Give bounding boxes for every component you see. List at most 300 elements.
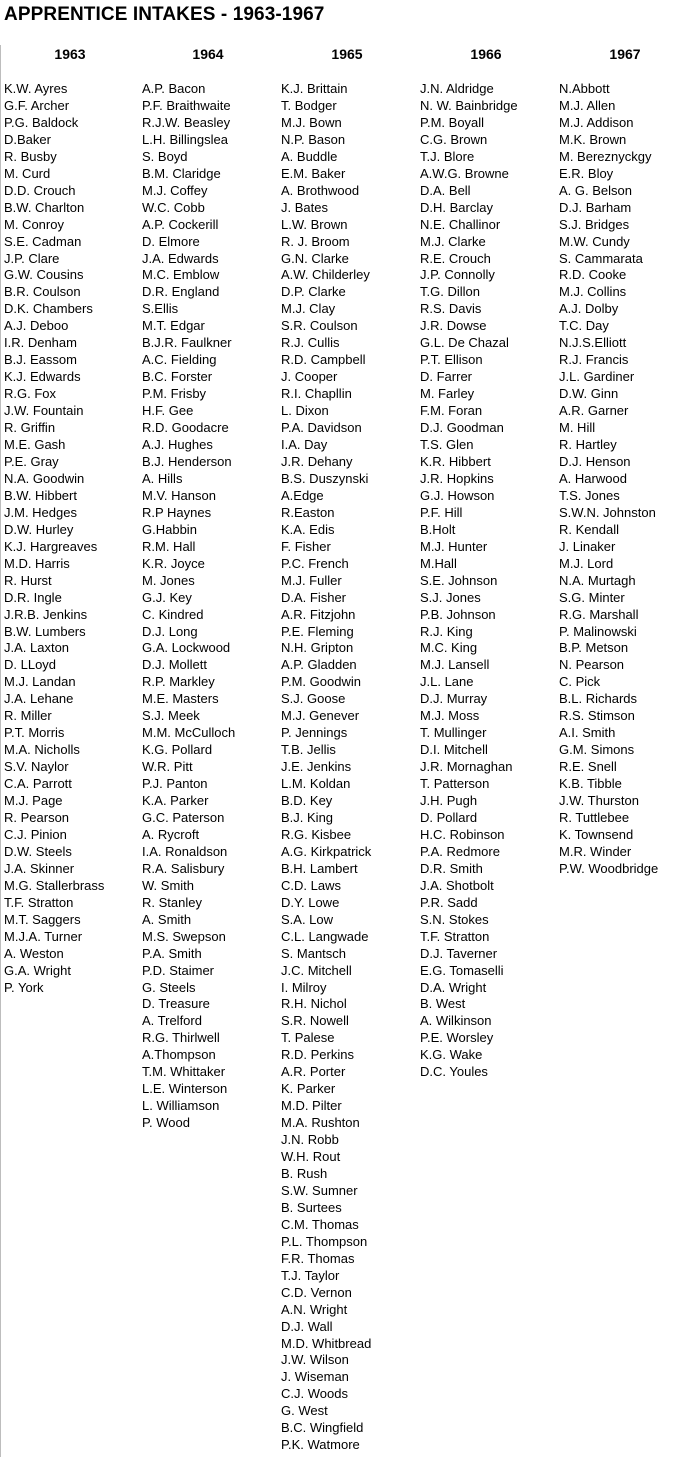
apprentice-name: J.L. Lane — [420, 674, 474, 690]
apprentice-name: A.W.G. Browne — [420, 165, 509, 181]
apprentice-name: B.J. King — [281, 809, 334, 825]
apprentice-name: M.J.A. Turner — [4, 928, 83, 944]
apprentice-name: N.Abbott — [559, 81, 610, 96]
apprentice-name: M.J. Page — [4, 793, 63, 809]
apprentice-name: C.J. Pinion — [4, 826, 67, 842]
apprentice-name: A. Hills — [142, 470, 183, 486]
apprentice-name: P.A. Redmore — [420, 843, 500, 859]
apprentice-name: J. Bates — [281, 199, 328, 215]
apprentice-name: N.E. Challinor — [420, 216, 501, 232]
column-year-heading: 1965 — [331, 46, 363, 62]
apprentice-name: C.A. Parrott — [4, 776, 72, 792]
apprentice-name: R. Hurst — [4, 572, 52, 588]
apprentice-name: M.D. Whitbread — [281, 1335, 372, 1351]
apprentice-name: P.D. Staimer — [142, 962, 215, 978]
apprentice-name: W.R. Pitt — [142, 759, 193, 775]
apprentice-name: N.H. Gripton — [281, 640, 354, 656]
apprentice-name: A.G. Kirkpatrick — [281, 843, 372, 859]
apprentice-name: A.P. Bacon — [142, 81, 206, 96]
apprentice-name: D.J. Wall — [281, 1318, 333, 1334]
apprentice-name: D.C. Youles — [420, 1064, 488, 1080]
apprentice-name: B.W. Charlton — [4, 199, 85, 215]
apprentice-name: D.P. Clarke — [281, 284, 346, 300]
apprentice-name: D.W. Hurley — [4, 521, 74, 537]
apprentice-name: M.J. Addison — [559, 114, 634, 130]
apprentice-name: B. Rush — [281, 1166, 328, 1181]
apprentice-name: L.M. Koldan — [281, 776, 351, 792]
apprentice-name: C.D. Laws — [281, 877, 341, 893]
apprentice-name: T.F. Stratton — [420, 928, 490, 944]
apprentice-name: K.G. Pollard — [142, 742, 213, 758]
apprentice-name: M. Bereznyckgy — [559, 148, 652, 164]
apprentice-name: K.R. Joyce — [142, 555, 205, 571]
apprentice-name: W.H. Rout — [281, 1149, 341, 1165]
apprentice-name: N.J.S.Elliott — [559, 335, 627, 351]
apprentice-name: C. Pick — [559, 674, 601, 690]
apprentice-name: M. Curd — [4, 165, 51, 181]
column-1963 — [0, 45, 139, 1457]
apprentice-name: J.A. Edwards — [142, 250, 219, 266]
apprentice-name: P.T. Ellison — [420, 352, 483, 368]
apprentice-name: M.Hall — [420, 555, 457, 571]
apprentice-name: M.V. Hanson — [142, 487, 216, 503]
apprentice-name: M.S. Swepson — [142, 928, 226, 944]
apprentice-name: E.M. Baker — [281, 165, 346, 181]
apprentice-name: P.A. Davidson — [281, 420, 362, 436]
apprentice-name: S.J. Bridges — [559, 216, 630, 232]
apprentice-name: D. Pollard — [420, 809, 478, 825]
apprentice-name: R. Tuttlebee — [559, 809, 630, 825]
apprentice-name: J.W. Thurston — [559, 793, 639, 809]
apprentice-name: J.A. Lehane — [4, 691, 74, 707]
apprentice-name: R.A. Salisbury — [142, 860, 225, 876]
apprentice-name: S.J. Meek — [142, 708, 200, 724]
apprentice-name: B.W. Hibbert — [4, 487, 77, 503]
apprentice-name: M.J. Bown — [281, 114, 342, 130]
apprentice-name: B.Holt — [420, 521, 456, 537]
apprentice-name: N.P. Bason — [281, 131, 346, 147]
apprentice-name: A. Rycroft — [142, 826, 200, 842]
apprentice-name: J.P. Connolly — [420, 267, 495, 283]
apprentice-name: A.R. Fitzjohn — [281, 606, 356, 622]
apprentice-name: D.J. Barham — [559, 199, 632, 215]
apprentice-name: J.N. Robb — [281, 1132, 339, 1148]
apprentice-name: N. Pearson — [559, 657, 625, 673]
apprentice-name: R.E. Snell — [559, 759, 617, 775]
apprentice-name: M.T. Saggers — [4, 911, 81, 927]
apprentice-name: A.J. Dolby — [559, 301, 619, 317]
apprentice-name: J.A. Shotbolt — [420, 877, 494, 893]
apprentice-name: S.J. Goose — [281, 691, 346, 707]
apprentice-name: D.Baker — [4, 131, 51, 147]
apprentice-name: B.S. Duszynski — [281, 470, 369, 486]
apprentice-name: A. Trelford — [142, 1013, 202, 1029]
apprentice-name: K. Townsend — [559, 826, 634, 842]
apprentice-name: D.W. Ginn — [559, 386, 619, 402]
apprentice-name: T.J. Taylor — [281, 1267, 340, 1283]
name-list — [559, 81, 658, 878]
apprentice-name: A.P. Cockerill — [142, 216, 219, 232]
apprentice-name: D. LLoyd — [4, 657, 57, 673]
apprentice-name: B.W. Lumbers — [4, 623, 86, 639]
column-year-heading: 1967 — [609, 46, 641, 62]
apprentice-name: T.J. Blore — [420, 148, 475, 164]
apprentice-name: T. Bodger — [281, 97, 337, 113]
apprentice-name: R.S. Davis — [420, 301, 482, 317]
apprentice-name: R.E. Crouch — [420, 250, 491, 266]
column-year-heading: 1964 — [192, 46, 224, 62]
apprentice-name: D.R. Ingle — [4, 589, 62, 605]
apprentice-name: K.G. Wake — [420, 1047, 483, 1063]
apprentice-name: D. Treasure — [142, 996, 210, 1012]
apprentice-name: T.M. Whittaker — [142, 1064, 226, 1080]
apprentice-name: K.B. Tibble — [559, 776, 622, 792]
apprentice-name: R.D. Cooke — [559, 267, 627, 283]
apprentice-name: T.S. Jones — [559, 487, 620, 503]
apprentice-name: J.M. Hedges — [4, 504, 77, 520]
apprentice-name: D.H. Barclay — [420, 199, 493, 215]
apprentice-name: R.Easton — [281, 504, 335, 520]
apprentice-name: I.A. Day — [281, 437, 328, 453]
apprentice-name: S. Cammarata — [559, 250, 643, 266]
apprentice-name: A. Brothwood — [281, 182, 360, 198]
apprentice-name: P.F. Braithwaite — [142, 97, 231, 113]
apprentice-name: P.R. Sadd — [420, 894, 478, 910]
apprentice-name: A. Buddle — [281, 148, 338, 164]
apprentice-name: L. Williamson — [142, 1098, 220, 1114]
apprentice-name: L.E. Winterson — [142, 1081, 228, 1097]
apprentice-name: K.J. Hargreaves — [4, 538, 98, 554]
apprentice-name: A. Weston — [4, 945, 64, 961]
apprentice-name: J.R.B. Jenkins — [4, 606, 88, 622]
apprentice-name: R.P. Markley — [142, 674, 215, 690]
apprentice-name: R. Busby — [4, 148, 57, 164]
apprentice-name: G. West — [281, 1403, 328, 1419]
apprentice-name: J.R. Dehany — [281, 453, 353, 469]
apprentice-name: G.M. Simons — [559, 742, 635, 758]
apprentice-name: R. Kendall — [559, 521, 619, 537]
apprentice-name: J.A. Skinner — [4, 860, 75, 876]
apprentice-name: T.S. Glen — [420, 437, 474, 453]
apprentice-name: A.P. Gladden — [281, 657, 357, 673]
name-list — [142, 81, 235, 1132]
apprentice-name: B.P. Metson — [559, 640, 629, 656]
apprentice-name: P. Jennings — [281, 725, 348, 741]
apprentice-name: R.J. Cullis — [281, 335, 340, 351]
apprentice-name: D.J. Goodman — [420, 420, 504, 436]
apprentice-name: M.E. Masters — [142, 691, 219, 707]
apprentice-name: M. Farley — [420, 386, 475, 402]
apprentice-name: R.G. Kisbee — [281, 826, 352, 842]
apprentice-name: M.J. Clarke — [420, 233, 486, 249]
apprentice-name: R.S. Stimson — [559, 708, 635, 724]
apprentice-name: G.L. De Chazal — [420, 335, 509, 351]
apprentice-name: M.J. Allen — [559, 97, 616, 113]
apprentice-name: A. G. Belson — [559, 182, 632, 198]
apprentice-name: J.A. Laxton — [4, 640, 70, 656]
apprentice-name: J.R. Dowse — [420, 318, 487, 334]
apprentice-name: M.A. Nicholls — [4, 742, 80, 758]
apprentice-name: N. W. Bainbridge — [420, 97, 518, 113]
column-1964 — [139, 45, 277, 1131]
apprentice-name: B.J.R. Faulkner — [142, 335, 232, 351]
apprentice-name: S.N. Stokes — [420, 911, 489, 927]
apprentice-name: R.D. Goodacre — [142, 420, 229, 436]
apprentice-name: R.D. Perkins — [281, 1047, 354, 1063]
apprentice-name: M.E. Gash — [4, 437, 66, 453]
column-1967 — [556, 45, 692, 876]
apprentice-name: S.Ellis — [142, 301, 179, 317]
apprentice-name: M.J. Fuller — [281, 572, 342, 588]
apprentice-name: I. Milroy — [281, 979, 327, 995]
apprentice-name: M.J. Lansell — [420, 657, 490, 673]
column-1966 — [417, 45, 555, 1080]
apprentice-name: P. York — [4, 979, 44, 995]
apprentice-name: T.F. Stratton — [4, 894, 74, 910]
apprentice-name: C.L. Langwade — [281, 928, 369, 944]
apprentice-name: M. Conroy — [4, 216, 64, 232]
apprentice-name: D.Y. Lowe — [281, 894, 340, 910]
apprentice-name: J.W. Wilson — [281, 1352, 349, 1368]
apprentice-name: P.F. Hill — [420, 504, 463, 520]
apprentice-name: M.J. Coffey — [142, 182, 208, 198]
apprentice-name: S.G. Minter — [559, 589, 625, 605]
apprentice-name: B.J. Eassom — [4, 352, 77, 368]
apprentice-name: D.K. Chambers — [4, 301, 93, 317]
apprentice-name: M.D. Pilter — [281, 1098, 342, 1114]
apprentice-name: G.J. Key — [142, 589, 192, 605]
apprentice-name: L.W. Brown — [281, 216, 348, 232]
apprentice-name: I.A. Ronaldson — [142, 843, 228, 859]
apprentice-name: W. Smith — [142, 877, 195, 893]
apprentice-name: R. Griffin — [4, 420, 56, 436]
apprentice-name: B.D. Key — [281, 793, 333, 809]
apprentice-name: G.W. Cousins — [4, 267, 84, 283]
apprentice-name: B.J. Henderson — [142, 453, 232, 469]
apprentice-name: R.J. King — [420, 623, 473, 639]
apprentice-name: P.E. Gray — [4, 453, 59, 469]
apprentice-name: R. Stanley — [142, 894, 202, 910]
apprentice-name: A.Edge — [281, 487, 324, 503]
apprentice-name: D.J. Long — [142, 623, 198, 639]
apprentice-name: P.M. Frisby — [142, 386, 207, 402]
apprentice-name: K.J. Brittain — [281, 81, 348, 96]
apprentice-name: J.R. Mornaghan — [420, 759, 513, 775]
apprentice-name: R.M. Hall — [142, 538, 196, 554]
apprentice-name: M.J. Hunter — [420, 538, 488, 554]
apprentice-name: M. Jones — [142, 572, 195, 588]
apprentice-name: K.A. Edis — [281, 521, 335, 537]
apprentice-name: B. West — [420, 996, 466, 1012]
apprentice-name: R.G. Fox — [4, 386, 57, 402]
apprentice-name: A.W. Childerley — [281, 267, 370, 283]
apprentice-name: T. Patterson — [420, 776, 490, 792]
apprentice-name: D.J. Mollett — [142, 657, 208, 673]
apprentice-name: S. Mantsch — [281, 945, 347, 961]
apprentice-name: J.C. Mitchell — [281, 962, 352, 978]
apprentice-name: S.E. Johnson — [420, 572, 498, 588]
apprentice-name: L. Dixon — [281, 403, 329, 419]
apprentice-name: P.A. Smith — [142, 945, 202, 961]
apprentice-name: D. Farrer — [420, 369, 472, 385]
apprentice-name: P.B. Johnson — [420, 606, 496, 622]
apprentice-name: J. Cooper — [281, 369, 338, 385]
apprentice-name: M.W. Cundy — [559, 233, 630, 249]
apprentice-name: G.C. Paterson — [142, 809, 225, 825]
apprentice-name: W.C. Cobb — [142, 199, 205, 215]
apprentice-name: T.B. Jellis — [281, 742, 336, 758]
apprentice-name: C.D. Vernon — [281, 1284, 352, 1300]
apprentice-name: M.D. Harris — [4, 555, 70, 571]
apprentice-name: G.Habbin — [142, 521, 197, 537]
apprentice-name: J.H. Pugh — [420, 793, 478, 809]
apprentice-name: J.W. Fountain — [4, 403, 84, 419]
apprentice-name: M.C. King — [420, 640, 478, 656]
apprentice-name: T.G. Dillon — [420, 284, 480, 300]
apprentice-name: D.A. Bell — [420, 182, 471, 198]
apprentice-name: S.R. Coulson — [281, 318, 358, 334]
apprentice-name: M.R. Winder — [559, 843, 632, 859]
apprentice-name: J.R. Hopkins — [420, 470, 494, 486]
apprentice-name: R.P Haynes — [142, 504, 212, 520]
apprentice-name: R. J. Broom — [281, 233, 350, 249]
name-list — [420, 81, 518, 1081]
apprentice-name: B. Surtees — [281, 1199, 342, 1215]
apprentice-name: S. Boyd — [142, 148, 188, 164]
apprentice-name: A. Smith — [142, 911, 192, 927]
apprentice-name: M.J. Collins — [559, 284, 627, 300]
apprentice-name: A.I. Smith — [559, 725, 616, 741]
apprentice-name: P. Malinowski — [559, 623, 637, 639]
apprentice-name: D.J. Taverner — [420, 945, 498, 961]
apprentice-name: B.M. Claridge — [142, 165, 221, 181]
apprentice-name: S.R. Nowell — [281, 1013, 349, 1029]
apprentice-name: B.R. Coulson — [4, 284, 81, 300]
apprentice-name: D.W. Steels — [4, 843, 72, 859]
apprentice-name: K.W. Ayres — [4, 81, 68, 96]
apprentice-name: P.L. Thompson — [281, 1233, 368, 1249]
apprentice-name: F.R. Thomas — [281, 1250, 355, 1266]
apprentice-name: M.C. Emblow — [142, 267, 220, 283]
apprentice-name: P.J. Panton — [142, 776, 208, 792]
apprentice-name: S.V. Naylor — [4, 759, 69, 775]
apprentice-name: M.K. Brown — [559, 131, 627, 147]
apprentice-name: D.R. England — [142, 284, 220, 300]
apprentice-name: P.T. Morris — [4, 725, 65, 741]
apprentice-name: A.R. Porter — [281, 1064, 346, 1080]
apprentice-name: B.C. Forster — [142, 369, 213, 385]
apprentice-name: A.N. Wright — [281, 1301, 348, 1317]
apprentice-name: H.F. Gee — [142, 403, 194, 419]
apprentice-name: B.L. Richards — [559, 691, 638, 707]
apprentice-name: E.G. Tomaselli — [420, 962, 504, 978]
apprentice-name: G.J. Howson — [420, 487, 495, 503]
apprentice-name: K.A. Parker — [142, 793, 209, 809]
apprentice-name: G.N. Clarke — [281, 250, 349, 266]
apprentice-name: M.J. Clay — [281, 301, 336, 317]
apprentice-name: S.J. Jones — [420, 589, 481, 605]
apprentice-name: B.C. Wingfield — [281, 1420, 364, 1436]
apprentice-name: H.C. Robinson — [420, 826, 505, 842]
apprentice-name: K. Parker — [281, 1081, 336, 1097]
apprentice-name: M.G. Stallerbrass — [4, 877, 105, 893]
apprentice-name: G.F. Archer — [4, 97, 70, 113]
apprentice-name: J. Wiseman — [281, 1369, 349, 1385]
apprentice-name: P.G. Baldock — [4, 114, 79, 130]
apprentice-name: P.E. Fleming — [281, 623, 354, 639]
apprentice-name: M.A. Rushton — [281, 1115, 360, 1131]
apprentice-name: J.E. Jenkins — [281, 759, 352, 775]
column-1965 — [278, 45, 416, 1453]
apprentice-name: C.G. Brown — [420, 131, 488, 147]
apprentice-name: C.J. Woods — [281, 1386, 348, 1402]
apprentice-name: A.R. Garner — [559, 403, 629, 419]
apprentice-name: D.J. Henson — [559, 453, 631, 469]
apprentice-name: M.J. Lord — [559, 555, 614, 571]
apprentice-name: N.A. Goodwin — [4, 470, 85, 486]
apprentice-name: S.A. Low — [281, 911, 334, 927]
apprentice-name: M.J. Landan — [4, 674, 76, 690]
apprentice-name: A.C. Fielding — [142, 352, 217, 368]
apprentice-name: N.A. Murtagh — [559, 572, 636, 588]
apprentice-name: G. Steels — [142, 979, 196, 995]
apprentice-name: R. Hartley — [559, 437, 617, 453]
apprentice-name: P.K. Watmore — [281, 1437, 360, 1453]
apprentice-name: D.A. Wright — [420, 979, 487, 995]
apprentice-name: R.J.W. Beasley — [142, 114, 231, 130]
apprentice-name: R. Pearson — [4, 809, 70, 825]
name-list — [281, 81, 371, 1454]
apprentice-name: L.H. Billingslea — [142, 131, 228, 147]
apprentice-name: J.L. Gardiner — [559, 369, 635, 385]
apprentice-name: F. Fisher — [281, 538, 331, 554]
apprentice-name: K.R. Hibbert — [420, 453, 491, 469]
apprentice-name: C. Kindred — [142, 606, 204, 622]
apprentice-name: C.M. Thomas — [281, 1216, 359, 1232]
apprentice-name: P.M. Goodwin — [281, 674, 361, 690]
apprentice-name: D.D. Crouch — [4, 182, 76, 198]
column-year-heading: 1963 — [54, 46, 86, 62]
apprentice-name: J.P. Clare — [4, 250, 60, 266]
apprentice-name: P. Wood — [142, 1115, 190, 1131]
apprentice-name: D.A. Fisher — [281, 589, 347, 605]
apprentice-name: M.J. Moss — [420, 708, 480, 724]
apprentice-name: M. Hill — [559, 420, 596, 436]
apprentice-name: A.J. Hughes — [142, 437, 213, 453]
apprentice-name: T. Mullinger — [420, 725, 487, 741]
apprentice-name: K.J. Edwards — [4, 369, 81, 385]
apprentice-name: D.I. Mitchell — [420, 742, 488, 758]
apprentice-name: J. Linaker — [559, 538, 616, 554]
apprentice-name: A. Wilkinson — [420, 1013, 492, 1029]
apprentice-name: P.W. Woodbridge — [559, 860, 659, 876]
apprentice-name: G.A. Wright — [4, 962, 71, 978]
apprentice-name: D.J. Murray — [420, 691, 488, 707]
apprentice-name: R.J. Francis — [559, 352, 629, 368]
apprentice-name: D.R. Smith — [420, 860, 483, 876]
apprentice-name: S.W.N. Johnston — [559, 504, 656, 520]
apprentice-name: A.J. Deboo — [4, 318, 69, 334]
apprentice-name: P.M. Boyall — [420, 114, 485, 130]
apprentice-name: G.A. Lockwood — [142, 640, 231, 656]
apprentice-name: R. Miller — [4, 708, 52, 724]
apprentice-name: P.C. French — [281, 555, 349, 571]
name-list — [4, 81, 104, 996]
apprentice-name: A. Harwood — [559, 470, 627, 486]
apprentice-name: D. Elmore — [142, 233, 200, 249]
apprentice-name: I.R. Denham — [4, 335, 77, 351]
apprentice-name: A.Thompson — [142, 1047, 216, 1063]
